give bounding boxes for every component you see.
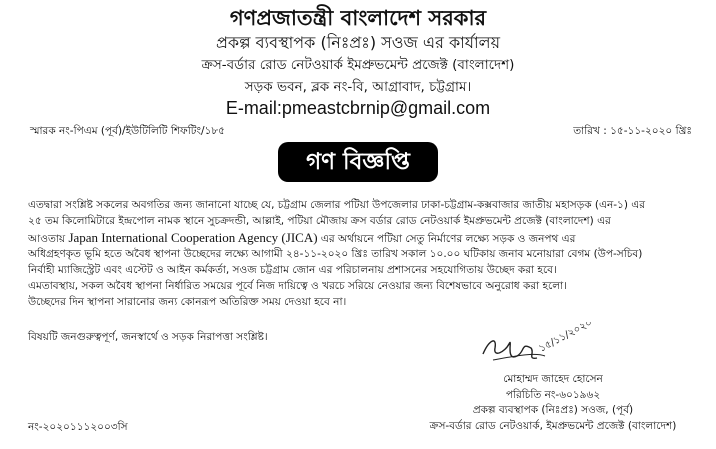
body-line: এতদ্বারা সংশ্লিষ্ট সকলের অবগতির জন্য জানানো যাচ্ছে যে, চট্টগ্রাম জেলার পটিয়া উপজেলার ঢাকা-চট্টগ্রাম-কক্সবাজার জাতীয় মহাসড়ক (এন-১) এর	[28, 199, 646, 211]
signatory-name: মোহাম্মদ জাহেদ হোসেন	[503, 373, 603, 385]
office-address: সড়ক ভবন, ব্লক নং-বি, আগ্রাবাদ, চট্টগ্রাম।	[244, 79, 472, 95]
body-line: নির্বাহী ম্যাজিস্ট্রেট এবং এস্টেট ও আইন কর্মকর্তা, সওজ চট্টগ্রাম জোন এর পরিচালনায় প্রশাসনের সহযোগিতায় উচ্ছেদ করা হবে।	[28, 264, 557, 277]
signatory-designation: প্রকল্প ব্যবস্থাপক (নিঃপ্রঃ) সওজ, (পূর্ব)	[472, 404, 634, 416]
project-name: ক্রস-বর্ডার রোড নেটওয়ার্ক ইমপ্রুভমেন্ট প্রজেক্ট (বাংলাদেশ)	[201, 57, 515, 73]
closing-statement: বিষয়টি জনগুরুত্বপূর্ণ, জনস্বার্থে ও সড়ক নিরাপত্তা সংশ্লিষ্ট।	[28, 331, 268, 343]
body-line: ২৫ তম কিলোমিটারে ইন্দ্রপোল নামক স্থানে সুচক্রদন্ডী, আল্লাই, পটিয়া মৌজায় ক্রস বর্ডার রোড নেটওয়ার্ক ইমপ্রুভমেন্ট প্রজেক্ট (বাংলাদেশ) এর	[28, 214, 611, 227]
reference-number: নং-২০২০১১১২০০৩সি	[28, 421, 128, 433]
agency-name: Japan International Cooperation Agency (JICA)	[68, 229, 318, 245]
body-line: অধিগ্রহণকৃত ভূমি হতে অবৈধ স্থাপনা উচ্ছেদের লক্ষ্যে আগামী ২৪-১১-২০২০ খ্রিঃ তারিখ সকাল ১০.০০ ঘটিকায় জনাব মনোয়ারা বেগম (উপ-সচিব)	[28, 248, 643, 261]
notice-body	[28, 198, 692, 311]
body-line-agency: আওতায় Japan International Cooperation Agency (JICA) এর অর্থায়নে পটিয়া সেতু নির্মাণের লক্ষ্যে সড়ক ও জনপথ এর	[28, 229, 576, 245]
government-title: গণপ্রজাতন্ত্রী বাংলাদেশ সরকার	[229, 6, 487, 30]
signature-date: ১৫/১১/২০২০	[537, 322, 595, 355]
office-name: প্রকল্প ব্যবস্থাপক (নিঃপ্রঃ) সওজ এর কার্যালয়	[215, 33, 500, 52]
signatory-project: ক্রস-বর্ডার রোড নেটওয়ার্ক, ইমপ্রুভমেন্ট প্রজেক্ট (বাংলাদেশ)	[429, 419, 677, 432]
signature-block	[418, 372, 688, 434]
signature-drawing	[475, 322, 605, 370]
notice-title-text: গণ বিজ্ঞপ্তি	[306, 148, 410, 175]
memo-date: তারিখ : ১৫-১১-২০২০ খ্রিঃ	[573, 125, 692, 137]
office-email: E-mail:pmeastcbrnip@gmail.com	[225, 98, 491, 118]
handwritten-signature	[475, 322, 605, 370]
signatory-id: পরিচিতি নং-৬০১৯৬২	[505, 388, 601, 401]
body-line: এমতাবস্থায়, সকল অবৈধ স্থাপনা নির্ধারিত সময়ের পূর্বে নিজ দায়িত্বে ও খরচে সরিয়ে নেওয়ার জন্য বিশেষভাবে অনুরোধ করা হলো।	[28, 279, 567, 292]
memo-number: স্মারক নং-পিএম (পূর্ব)/ইউটিলিটি শিফটিং/১৮৫	[30, 125, 225, 137]
body-line: উচ্ছেদের দিন স্থাপনা সারানোর জন্য কোনরূপ অতিরিক্ত সময় দেওয়া হবে না।	[28, 295, 347, 308]
notice-title	[278, 142, 438, 182]
